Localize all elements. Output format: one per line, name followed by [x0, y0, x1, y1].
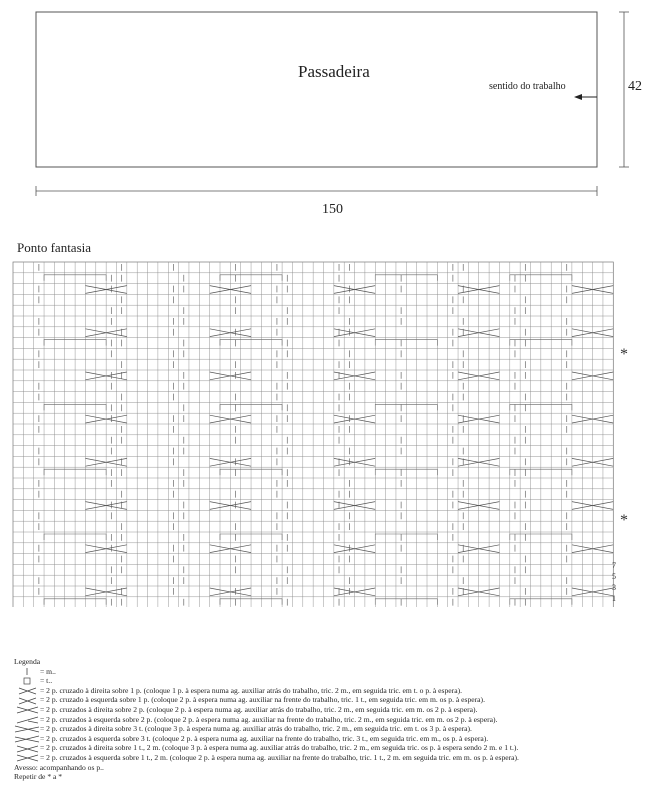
legend-item-text: = 2 p. cruzados à esquerda sobre 3 t. (coloque 2 p. à espera numa ag. auxiliar na frente do trabalho, tric. 3 t., em seguida tric. em m., os p. à espera). [40, 733, 489, 743]
legend-item-text: = t.. [40, 676, 53, 686]
legend-item [14, 705, 644, 715]
stitch-chart [0, 255, 655, 607]
legend-item-text: = 2 p. cruzados à direita sobre 1 t., 2 m. (coloque 3 p. à espera numa ag. auxiliar atrás do trabalho, tric. 2 m., em seguida tric. os p. à espera sendo 2 m. e 1 t.). [40, 743, 519, 753]
legend-item [14, 724, 644, 734]
knit-stitch-icon [14, 667, 40, 676]
cross-right-1-2-icon [14, 744, 40, 753]
legend-item [14, 686, 644, 696]
legend-item [14, 715, 644, 725]
legend-item-text: = 2 p. cruzados à esquerda sobre 1 t., 2 m. (coloque 2 p. à espera numa ag. auxiliar na frente do trabalho, tric. 1 t., 2 m. em seguida tric. em m. os p. à espera). [40, 752, 519, 762]
cross-left-1-2-icon [14, 753, 40, 762]
chart-section-title: Ponto fantasia [17, 240, 92, 255]
row-number-5: 5 [612, 572, 616, 581]
legend-item [14, 667, 644, 677]
width-label: 150 [322, 202, 343, 217]
row-number-7: 7 [612, 561, 616, 570]
legend-item [14, 753, 644, 763]
cross-left-2-3-icon [14, 734, 40, 743]
height-label: 42 [628, 79, 642, 94]
cross-left-1-1-icon [14, 696, 40, 705]
purl-stitch-icon [14, 676, 40, 685]
repeat-note: Repetir de * a * [14, 772, 63, 782]
legend-item-text: = 2 p. cruzado à esquerda sobre 1 p. (coloque 2 p. à espera numa ag. auxiliar na frente do trabalho, tric. 1 t., em seguida tric. em m. os p. à espera). [40, 695, 485, 705]
chart-grid [13, 262, 613, 607]
legend-item [14, 743, 644, 753]
reverse-note: Avesso: acompanhando os p.. [14, 762, 104, 772]
legend-item-text: = 2 p. cruzados à esquerda sobre 2 p. (coloque 2 p. à espera numa ag. auxiliar na frente do trabalho, tric. 2 m., em seguida tric. em m. os 2 p. à espera). [40, 714, 498, 724]
legend-item [14, 695, 644, 705]
row-number-1: 1 [612, 594, 616, 603]
repeat-marker-bottom: * [620, 512, 628, 529]
legend-item-text: = 2 p. cruzados à direita sobre 3 t. (coloque 3 p. à espera numa ag. auxiliar atrás do trabalho, tric. 2 m., em seguida tric. em t. os 3 p. à espera). [40, 724, 472, 734]
row-number-3: 3 [612, 583, 616, 592]
repeat-marker-top: * [620, 346, 628, 363]
legend-item-text: = 2 p. cruzado à direita sobre 1 p. (coloque 1 p. à espera numa ag. auxiliar atrás do trabalho, tric. 2 m., em seguida tric. em t. o p. à espera). [40, 685, 462, 695]
cross-left-2-2-icon [14, 715, 40, 724]
runner-title: Passadeira [298, 62, 370, 81]
legend-item [14, 734, 644, 744]
legend [14, 657, 644, 782]
legend-item-text: = m.. [40, 666, 56, 676]
legend-title: Legenda [14, 657, 41, 666]
cross-right-2-3-icon [14, 724, 40, 733]
direction-label: sentido do trabalho [489, 81, 566, 92]
cross-right-1-1-icon [14, 686, 40, 695]
cross-right-2-2-icon [14, 705, 40, 714]
legend-item-text: = 2 p. cruzados à direita sobre 2 p. (coloque 2 p. à espera numa ag. auxiliar atrás do trabalho, tric. 2 m., em seguida tric. em m. os 2 p. à espera). [40, 704, 478, 714]
legend-item [14, 676, 644, 686]
runner-schematic [0, 0, 655, 230]
